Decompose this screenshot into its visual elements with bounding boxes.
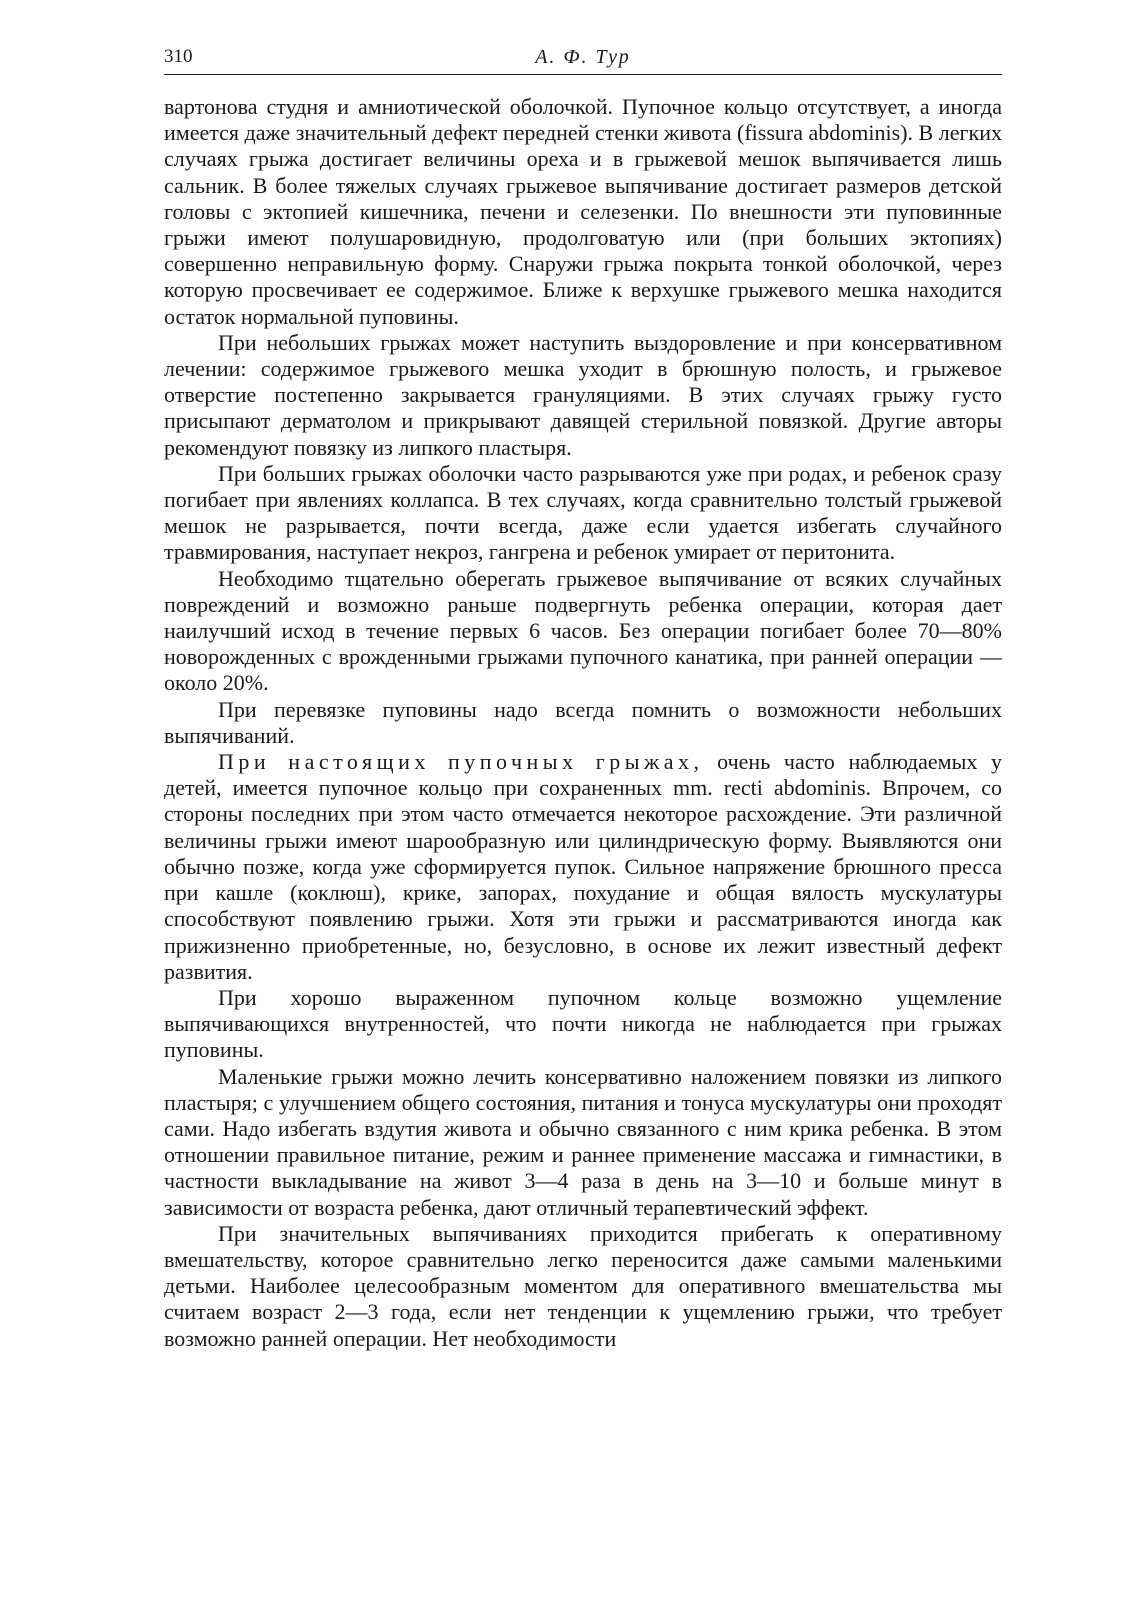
paragraph [164, 1064, 1002, 1221]
paragraph [164, 697, 1002, 749]
emphasized-term: При настоящих пупочных грыжах, [218, 749, 704, 775]
paragraph [164, 566, 1002, 697]
paragraph [164, 749, 1002, 985]
paragraph-text: вартонова студня и амниотической оболочкой. Пупочное кольцо отсутствует, а иногда имеется даже значительный дефект передней стенки живота (fissura abdominis). В легких случаях грыжа достигает величины ореха и в грыжевой мешок выпячивается лишь сальник. В более тяжелых случаях грыжевое выпячивание достигает размеров детской головы с эктопией кишечника, печени и селезенки. По внешности эти пуповинные грыжи имеют полушаровидную, продолговатую или (при больших эктопиях) совершенно неправильную форму. Снаружи грыжа покрыта тонкой оболочкой, через которую просвечивает ее содержимое. Ближе к верхушке грыжевого мешка находится остаток нормальной пуповины. [164, 94, 1002, 329]
paragraph [164, 330, 1002, 461]
paragraph-text: очень часто наблюдаемых у детей, имеется пупочное кольцо при сохраненных mm. recti abdominis. Впрочем, со стороны последних при этом часто отмечается некоторое расхождение. Эти различной величины грыжи имеют шарообразную или цилиндрическую форму. Выявляются они обычно позже, когда уже сформируется пупок. Сильное напряжение брюшного пресса при кашле (коклюш), крике, запорах, похудание и общая вялость мускулатуры способствуют появлению грыжи. Хотя эти грыжи и рассматриваются иногда как прижизненно приобретенные, но, безусловно, в основе их лежит известный дефект развития. [164, 749, 1002, 984]
paragraph [164, 461, 1002, 566]
running-head: А. Ф. Тур [535, 46, 631, 68]
paragraph-text: Маленькие грыжи можно лечить консервативно наложением повязки из липкого пластыря; с улучшением общего состояния, питания и тонуса мускулатуры они проходят сами. Надо избегать вздутия живота и обычно связанного с ним крика ребенка. В этом отношении правильное питание, режим и раннее применение массажа и гимнастики, в частности выкладывание на живот 3—4 раза в день на 3—10 и больше минут в зависимости от возраста ребенка, дают отличный терапевтический эффект. [164, 1063, 1002, 1220]
paragraph-text: При больших грыжах оболочки часто разрываются уже при родах, и ребенок сразу погибает при явлениях коллапса. В тех случаях, когда сравнительно толстый грыжевой мешок не разрывается, почти всегда, даже если удается избегать случайного травмирования, наступает некроз, гангрена и ребенок умирает от перитонита. [164, 460, 1002, 565]
page-header [164, 46, 1002, 75]
paragraph [164, 94, 1002, 330]
page-body [164, 94, 1002, 1352]
paragraph-text: При перевязке пуповины надо всегда помнить о возможности небольших выпячиваний. [164, 696, 1002, 748]
paragraph-text: Необходимо тщательно оберегать грыжевое выпячивание от всяких случайных повреждений и возможно раньше подвергнуть ребенка операции, которая дает наилучший исход в течение первых 6 часов. Без операции погибает более 70—80% новорожденных с врожденными грыжами пупочного канатика, при ранней операции — около 20%. [164, 565, 1002, 696]
paragraph [164, 985, 1002, 1064]
paragraph-text: При небольших грыжах может наступить выздоровление и при консервативном лечении: содержимое грыжевого мешка уходит в брюшную полость, и грыжевое отверстие постепенно закрывается грануляциями. В этих случаях грыжу густо присыпают дерматолом и прикрывают давящей стерильной повязкой. Другие авторы рекомендуют повязку из липкого пластыря. [164, 329, 1002, 460]
paragraph-text: При хорошо выраженном пупочном кольце возможно ущемление выпячивающихся внутренностей, что почти никогда не наблюдается при грыжах пуповины. [164, 984, 1002, 1063]
paragraph-text: При значительных выпячиваниях приходится прибегать к оперативному вмешательству, которое сравнительно легко переносится даже самыми маленькими детьми. Наиболее целесообразным моментом для оперативного вмешательства мы считаем возраст 2—3 года, если нет тенденции к ущемлению грыжи, что требует возможно ранней операции. Нет необходимости [164, 1220, 1002, 1351]
page-number: 310 [164, 46, 193, 67]
paragraph [164, 1221, 1002, 1352]
